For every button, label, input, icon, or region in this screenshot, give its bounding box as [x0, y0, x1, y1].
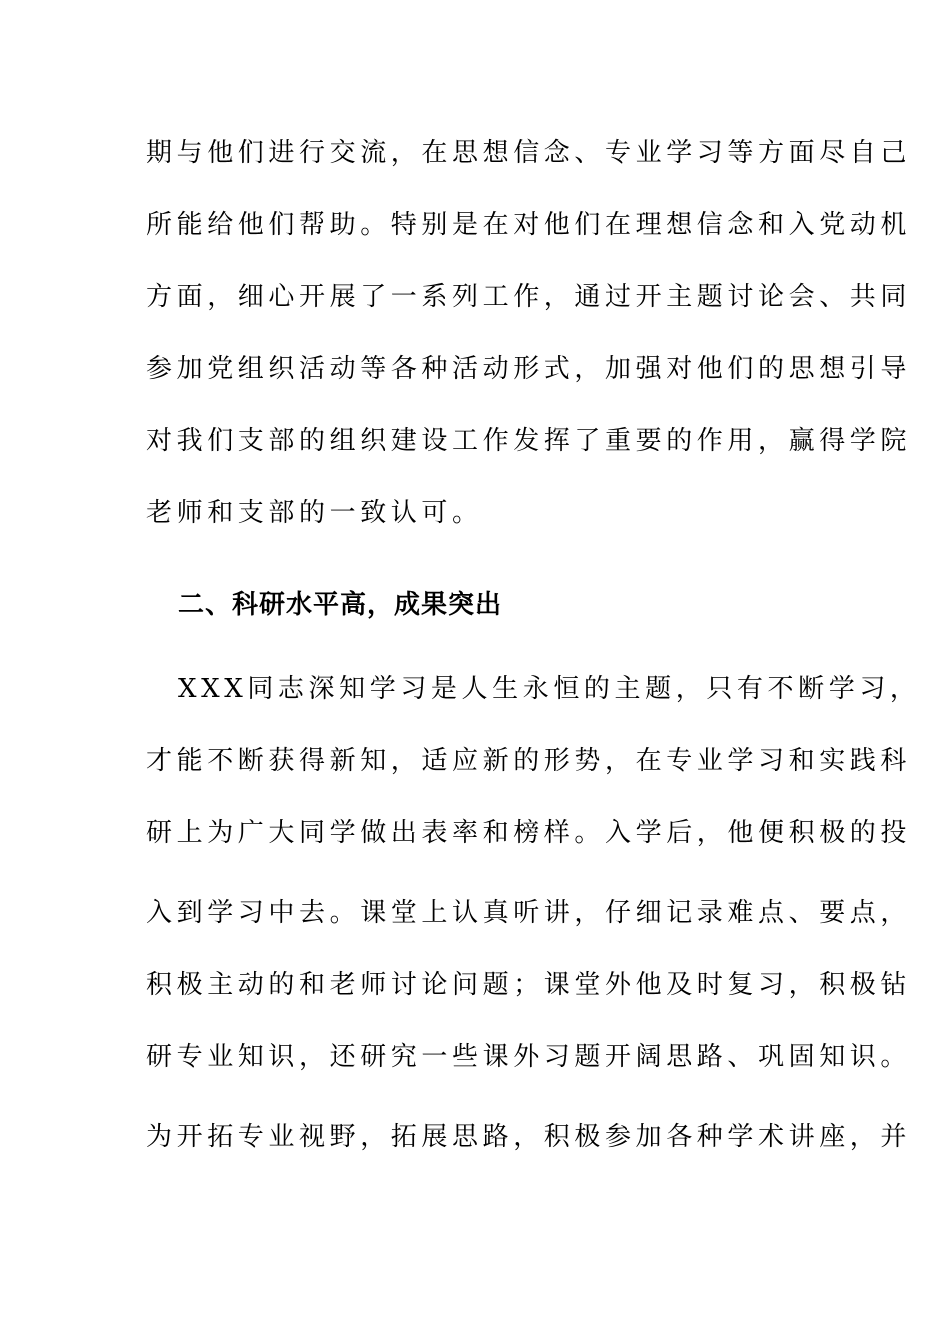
paragraph-line: XXX同志深知学习是人生永恒的主题，只有不断学习，: [178, 674, 921, 704]
paragraph-line: 参加党组织活动等各种活动形式，加强对他们的思想引导: [146, 354, 912, 384]
paragraph-line: 积极主动的和老师讨论问题；课堂外他及时复习，积极钻: [146, 970, 912, 1000]
paragraph-line: 为开拓专业视野，拓展思路，积极参加各种学术讲座，并: [146, 1122, 912, 1152]
paragraph-line: 期与他们进行交流，在思想信念、专业学习等方面尽自己: [146, 138, 912, 168]
paragraph-line: 老师和支部的一致认可。: [146, 498, 483, 528]
paragraph-line: 入到学习中去。课堂上认真听讲，仔细记录难点、要点，: [146, 898, 912, 928]
section-heading: 二、科研水平高，成果突出: [178, 590, 503, 620]
paragraph-line: 研专业知识，还研究一些课外习题开阔思路、巩固知识。: [146, 1042, 912, 1072]
paragraph-line: 研上为广大同学做出表率和榜样。入学后，他便积极的投: [146, 818, 912, 848]
paragraph-line: 方面，细心开展了一系列工作，通过开主题讨论会、共同: [146, 282, 912, 312]
paragraph-line: 才能不断获得新知，适应新的形势，在专业学习和实践科: [146, 746, 912, 776]
paragraph-line: 对我们支部的组织建设工作发挥了重要的作用，赢得学院: [146, 426, 912, 456]
paragraph-line: 所能给他们帮助。特别是在对他们在理想信念和入党动机: [146, 210, 912, 240]
